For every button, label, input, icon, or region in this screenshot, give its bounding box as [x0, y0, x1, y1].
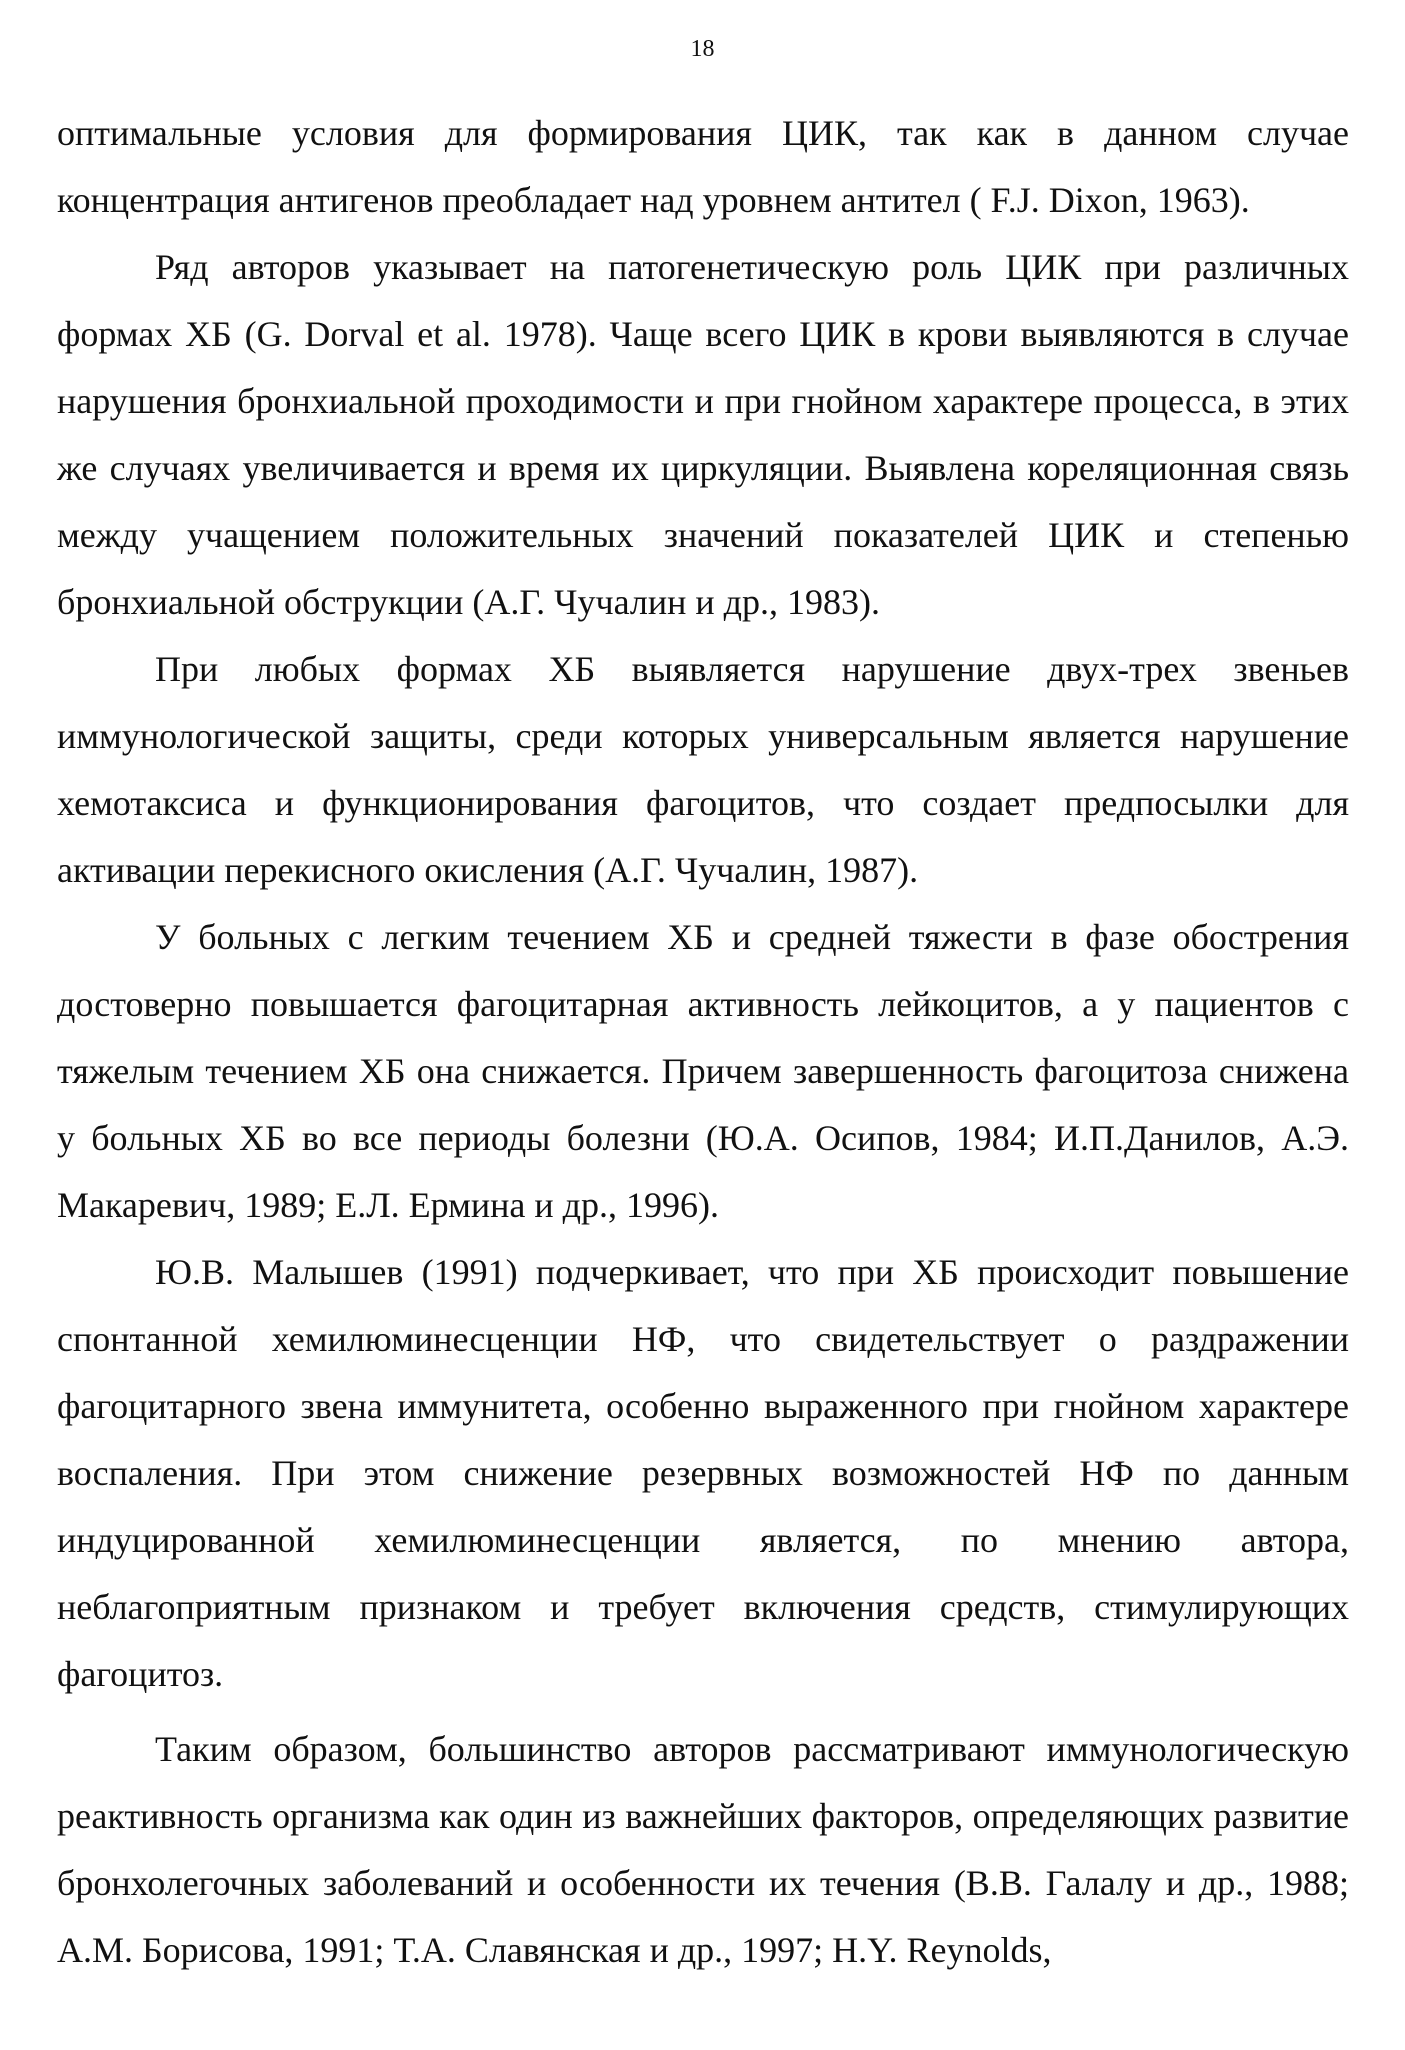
paragraph-cic-pathogenesis: Ряд авторов указывает на патогенетическую роль ЦИК при различных формах ХБ (G. Dorval et al. 1978). Чаще всего ЦИК в крови выявляются в случае нарушения бронхиальной проходимости и при гнойном характере процесса, в этих же случаях увеличивается и время их циркуляции. Выявлена кореляционная связь между учащением положительных значений показателей ЦИК и степенью бронхиальной обструкции (А.Г. Чучалин и др., 1983). — [57, 247, 1349, 622]
paragraph-conclusion: Таким образом, большинство авторов рассматривают иммунологическую реактивность организма как один из важнейших факторов, определяющих развитие бронхолегочных заболеваний и особенности их течения (В.В. Галалу и др., 1988; А.М. Борисова, 1991; Т.А. Славянская и др., 1997; H.Y. Reynolds, — [57, 1729, 1349, 1970]
paragraph-continuation: оптимальные условия для формирования ЦИК, так как в данном случае концентрация антигенов преобладает над уровнем антител ( F.J. Dixon, 1963). — [57, 113, 1349, 220]
paragraph-chemiluminescence: Ю.В. Малышев (1991) подчеркивает, что при ХБ происходит повышение спонтанной хемилюминесценции НФ, что свидетельствует о раздражении фагоцитарного звена иммунитета, особенно выраженного при гнойном характере воспаления. При этом снижение резервных возможностей НФ по данным индуцированной хемилюминесценции является, по мнению автора, неблагоприятным признаком и требует включения средств, стимулирующих фагоцитоз. — [57, 1252, 1349, 1694]
body-text — [57, 100, 1349, 1984]
paragraph-immune-defense: При любых формах ХБ выявляется нарушение двух-трех звеньев иммунологической защиты, среди которых универсальным является нарушение хемотаксиса и функционирования фагоцитов, что создает предпосылки для активации перекисного окисления (А.Г. Чучалин, 1987). — [57, 649, 1349, 890]
paragraph-phagocytic-activity: У больных с легким течением ХБ и средней тяжести в фазе обострения достоверно повышается фагоцитарная активность лейкоцитов, а у пациентов с тяжелым течением ХБ она снижается. Причем завершенность фагоцитоза снижена у больных ХБ во все периоды болезни (Ю.А. Осипов, 1984; И.П.Данилов, А.Э. Макаревич, 1989; Е.Л. Ермина и др., 1996). — [57, 917, 1349, 1225]
page-number: 18 — [690, 36, 715, 62]
